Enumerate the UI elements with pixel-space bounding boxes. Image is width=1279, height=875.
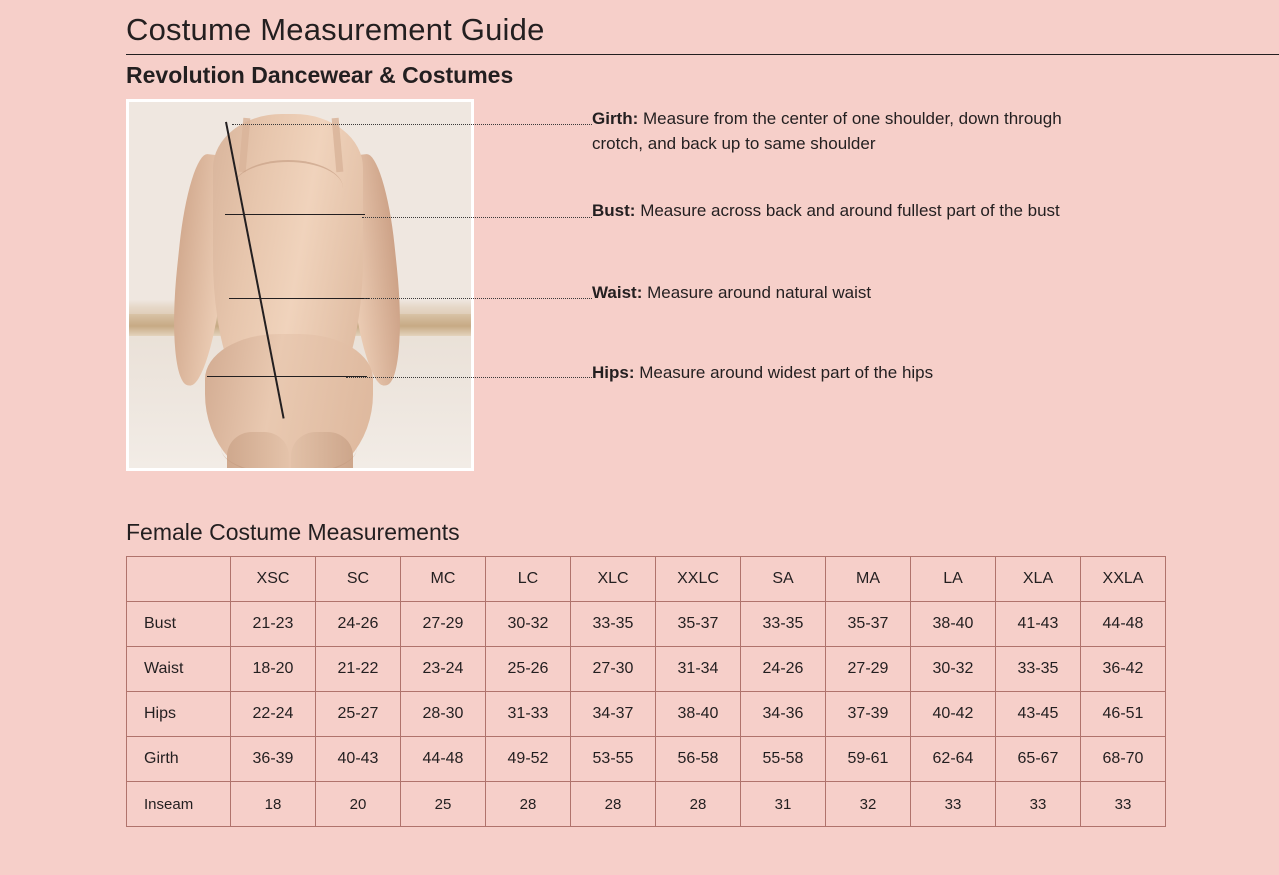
title-divider bbox=[126, 54, 1279, 55]
table-row-inseam bbox=[127, 782, 1166, 827]
cell-girth-xlc: 53-55 bbox=[571, 737, 656, 782]
column-header-sa: SA bbox=[741, 557, 826, 602]
cell-girth-mc: 44-48 bbox=[401, 737, 486, 782]
callout-bust bbox=[592, 198, 1072, 223]
cell-girth-xla: 65-67 bbox=[996, 737, 1081, 782]
cell-hips-sc: 25-27 bbox=[316, 692, 401, 737]
column-header-lc: LC bbox=[486, 557, 571, 602]
table-row-girth bbox=[127, 737, 1166, 782]
cell-bust-la: 38-40 bbox=[911, 602, 996, 647]
cell-waist-xlc: 27-30 bbox=[571, 647, 656, 692]
cell-inseam-lc: 28 bbox=[486, 782, 571, 827]
column-header-xlc: XLC bbox=[571, 557, 656, 602]
cell-hips-ma: 37-39 bbox=[826, 692, 911, 737]
waist-leader-line bbox=[364, 298, 592, 299]
cell-girth-xsc: 36-39 bbox=[231, 737, 316, 782]
cell-hips-xsc: 22-24 bbox=[231, 692, 316, 737]
cell-bust-sc: 24-26 bbox=[316, 602, 401, 647]
cell-bust-ma: 35-37 bbox=[826, 602, 911, 647]
callout-waist bbox=[592, 280, 1072, 305]
hips-measure-line bbox=[207, 376, 367, 377]
column-header-ma: MA bbox=[826, 557, 911, 602]
cell-girth-la: 62-64 bbox=[911, 737, 996, 782]
cell-waist-xxlc: 31-34 bbox=[656, 647, 741, 692]
column-header-xxlc: XXLC bbox=[656, 557, 741, 602]
row-label-inseam: Inseam bbox=[127, 782, 231, 827]
cell-hips-xxla: 46-51 bbox=[1081, 692, 1166, 737]
row-label-girth: Girth bbox=[127, 737, 231, 782]
column-header-xsc: XSC bbox=[231, 557, 316, 602]
cell-bust-xxlc: 35-37 bbox=[656, 602, 741, 647]
cell-girth-sa: 55-58 bbox=[741, 737, 826, 782]
cell-inseam-ma: 32 bbox=[826, 782, 911, 827]
cell-hips-xla: 43-45 bbox=[996, 692, 1081, 737]
cell-waist-lc: 25-26 bbox=[486, 647, 571, 692]
cell-waist-ma: 27-29 bbox=[826, 647, 911, 692]
cell-hips-la: 40-42 bbox=[911, 692, 996, 737]
waist-measure-line bbox=[229, 298, 369, 299]
cell-inseam-sa: 31 bbox=[741, 782, 826, 827]
cell-girth-lc: 49-52 bbox=[486, 737, 571, 782]
cell-inseam-xsc: 18 bbox=[231, 782, 316, 827]
callout-girth bbox=[592, 106, 1092, 156]
table-row-waist bbox=[127, 647, 1166, 692]
column-header-mc: MC bbox=[401, 557, 486, 602]
cell-inseam-xlc: 28 bbox=[571, 782, 656, 827]
cell-waist-xsc: 18-20 bbox=[231, 647, 316, 692]
cell-hips-xlc: 34-37 bbox=[571, 692, 656, 737]
leotard-leg-opening bbox=[221, 420, 357, 471]
cell-bust-lc: 30-32 bbox=[486, 602, 571, 647]
bust-measure-line bbox=[225, 214, 365, 215]
callout-bust-label: Bust: bbox=[592, 201, 636, 220]
column-header-sc: SC bbox=[316, 557, 401, 602]
cell-waist-xxla: 36-42 bbox=[1081, 647, 1166, 692]
callout-girth-label: Girth: bbox=[592, 109, 639, 128]
cell-bust-xla: 41-43 bbox=[996, 602, 1081, 647]
table-heading: Female Costume Measurements bbox=[126, 519, 460, 545]
cell-inseam-xxlc: 28 bbox=[656, 782, 741, 827]
callout-hips-label: Hips: bbox=[592, 363, 635, 382]
column-header-la: LA bbox=[911, 557, 996, 602]
callout-girth-text: Measure from the center of one shoulder, down through crotch, and back up to same shoulder bbox=[592, 109, 1062, 153]
callout-waist-label: Waist: bbox=[592, 283, 643, 302]
cell-waist-mc: 23-24 bbox=[401, 647, 486, 692]
girth-leader-line bbox=[232, 124, 592, 125]
cell-bust-sa: 33-35 bbox=[741, 602, 826, 647]
callout-hips-text: Measure around widest part of the hips bbox=[639, 363, 934, 382]
column-header-xxla: XXLA bbox=[1081, 557, 1166, 602]
female-costume-measurements-table bbox=[126, 556, 1166, 827]
cell-hips-mc: 28-30 bbox=[401, 692, 486, 737]
page-title: Costume Measurement Guide bbox=[126, 12, 545, 47]
row-label-bust: Bust bbox=[127, 602, 231, 647]
table-corner-cell bbox=[127, 557, 231, 602]
cell-waist-xla: 33-35 bbox=[996, 647, 1081, 692]
cell-bust-xsc: 21-23 bbox=[231, 602, 316, 647]
callout-hips bbox=[592, 360, 1072, 385]
cell-hips-lc: 31-33 bbox=[486, 692, 571, 737]
table-row-hips bbox=[127, 692, 1166, 737]
cell-inseam-sc: 20 bbox=[316, 782, 401, 827]
cell-inseam-xla: 33 bbox=[996, 782, 1081, 827]
column-header-xla: XLA bbox=[996, 557, 1081, 602]
cell-bust-xxla: 44-48 bbox=[1081, 602, 1166, 647]
cell-girth-ma: 59-61 bbox=[826, 737, 911, 782]
bust-leader-line bbox=[362, 217, 592, 218]
table-header-row bbox=[127, 557, 1166, 602]
callout-bust-text: Measure across back and around fullest part of the bust bbox=[640, 201, 1060, 220]
row-label-hips: Hips bbox=[127, 692, 231, 737]
cell-hips-sa: 34-36 bbox=[741, 692, 826, 737]
brand-subtitle: Revolution Dancewear & Costumes bbox=[126, 62, 514, 88]
cell-inseam-mc: 25 bbox=[401, 782, 486, 827]
cell-girth-xxlc: 56-58 bbox=[656, 737, 741, 782]
callout-waist-text: Measure around natural waist bbox=[647, 283, 872, 302]
dancer-photo bbox=[126, 99, 474, 471]
cell-waist-sc: 21-22 bbox=[316, 647, 401, 692]
cell-hips-xxlc: 38-40 bbox=[656, 692, 741, 737]
table-row-bust bbox=[127, 602, 1166, 647]
photo-background bbox=[129, 102, 471, 468]
cell-bust-xlc: 33-35 bbox=[571, 602, 656, 647]
cell-girth-xxla: 68-70 bbox=[1081, 737, 1166, 782]
cell-waist-la: 30-32 bbox=[911, 647, 996, 692]
cell-girth-sc: 40-43 bbox=[316, 737, 401, 782]
cell-inseam-xxla: 33 bbox=[1081, 782, 1166, 827]
hips-leader-line bbox=[346, 377, 592, 378]
cell-waist-sa: 24-26 bbox=[741, 647, 826, 692]
row-label-waist: Waist bbox=[127, 647, 231, 692]
cell-inseam-la: 33 bbox=[911, 782, 996, 827]
cell-bust-mc: 27-29 bbox=[401, 602, 486, 647]
